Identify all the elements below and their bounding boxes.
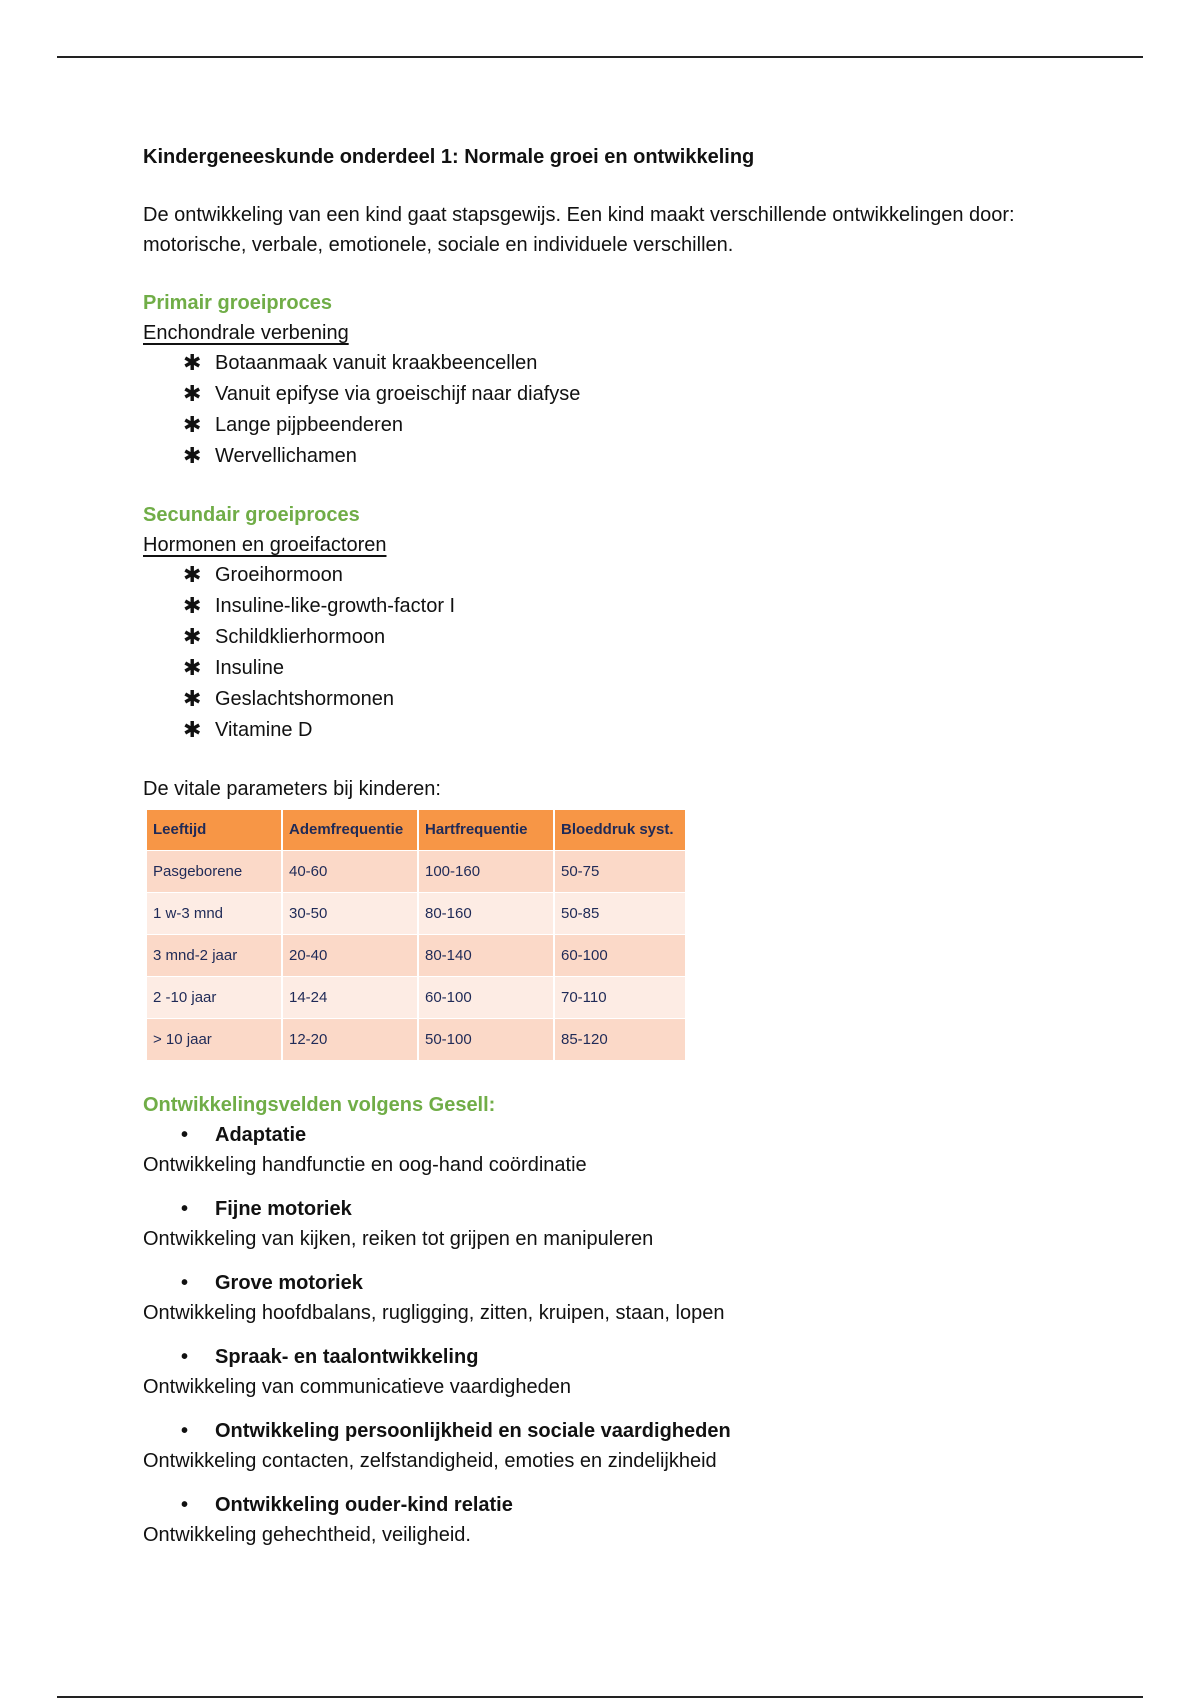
gesell-field: [143, 1194, 1063, 1254]
table-row: [147, 977, 685, 1019]
primair-subheading: Enchondrale verbening: [143, 322, 349, 344]
table-header-row: [147, 810, 685, 851]
document-title: Kindergeneeskunde onderdeel 1: Normale groei en ontwikkeling: [143, 146, 755, 168]
gesell-heading: Ontwikkelingsvelden volgens Gesell:: [143, 1094, 496, 1116]
secundair-subheading: Hormonen en groeifactoren: [143, 534, 387, 556]
section-secundair: [143, 500, 1063, 746]
table-cell: 80-140: [418, 935, 554, 977]
table-cell: 2 -10 jaar: [147, 977, 282, 1019]
field-description: Ontwikkeling handfunctie en oog-hand coördinatie: [143, 1154, 587, 1176]
table-cell: 80-160: [418, 893, 554, 935]
field-title: Ontwikkeling persoonlijkheid en sociale vaardigheden: [215, 1420, 731, 1442]
intro-paragraph: De ontwikkeling van een kind gaat stapsgewijs. Een kind maakt verschillende ontwikkelingen door: motorische, verbale, emotionele, sociale en individuele verschillen.: [143, 204, 1015, 256]
section-primair: [143, 288, 1063, 472]
table-row: [147, 935, 685, 977]
column-header: Bloeddruk syst.: [554, 810, 685, 851]
document-body: [143, 142, 1063, 1564]
table-cell: 3 mnd-2 jaar: [147, 935, 282, 977]
table-cell: 30-50: [282, 893, 418, 935]
bottom-rule: [57, 1696, 1143, 1698]
list-item: ✱ Groeihormoon: [183, 560, 1063, 591]
asterisk-bullet-icon: ✱: [183, 350, 202, 375]
table-cell: 60-100: [554, 935, 685, 977]
list-item: ✱ Schildklierhormoon: [183, 622, 1063, 653]
bullet-icon: •: [181, 1346, 189, 1368]
table-cell: 100-160: [418, 851, 554, 893]
gesell-field: [143, 1416, 1063, 1476]
table-cell: 50-75: [554, 851, 685, 893]
field-title: Adaptatie: [215, 1124, 307, 1146]
field-description: Ontwikkeling van communicatieve vaardigheden: [143, 1376, 572, 1398]
asterisk-bullet-icon: ✱: [183, 443, 202, 468]
list-item: ✱ Geslachtshormonen: [183, 684, 1063, 715]
secundair-heading: Secundair groeiproces: [143, 504, 360, 526]
table-cell: > 10 jaar: [147, 1019, 282, 1061]
table-cell: 60-100: [418, 977, 554, 1019]
field-description: Ontwikkeling van kijken, reiken tot grijpen en manipuleren: [143, 1228, 654, 1250]
table-cell: Pasgeborene: [147, 851, 282, 893]
asterisk-bullet-icon: ✱: [183, 412, 202, 437]
field-title: Spraak- en taalontwikkeling: [215, 1346, 479, 1368]
asterisk-bullet-icon: ✱: [183, 717, 202, 742]
gesell-field: [143, 1342, 1063, 1402]
field-description: Ontwikkeling gehechtheid, veiligheid.: [143, 1524, 471, 1546]
field-title: Fijne motoriek: [215, 1198, 352, 1220]
vitals-label: De vitale parameters bij kinderen:: [143, 778, 441, 800]
table-cell: 1 w-3 mnd: [147, 893, 282, 935]
list-item: ✱ Vitamine D: [183, 715, 1063, 746]
asterisk-bullet-icon: ✱: [183, 655, 202, 680]
list-item: ✱ Insuline: [183, 653, 1063, 684]
table-row: [147, 851, 685, 893]
asterisk-bullet-icon: ✱: [183, 593, 202, 618]
primair-heading: Primair groeiproces: [143, 292, 332, 314]
asterisk-bullet-icon: ✱: [183, 686, 202, 711]
field-title: Ontwikkeling ouder-kind relatie: [215, 1494, 513, 1516]
table-row: [147, 1019, 685, 1061]
vitals-table: [147, 810, 685, 1060]
table-cell: 85-120: [554, 1019, 685, 1061]
table-cell: 12-20: [282, 1019, 418, 1061]
column-header: Leeftijd: [147, 810, 282, 851]
primair-list: [143, 348, 1063, 472]
bullet-icon: •: [181, 1494, 189, 1516]
table-cell: 40-60: [282, 851, 418, 893]
field-title: Grove motoriek: [215, 1272, 363, 1294]
list-item: ✱ Wervellichamen: [183, 441, 1063, 472]
gesell-field: [143, 1490, 1063, 1550]
section-gesell: [143, 1090, 1063, 1550]
gesell-field: [143, 1120, 1063, 1180]
asterisk-bullet-icon: ✱: [183, 381, 202, 406]
table-cell: 50-100: [418, 1019, 554, 1061]
top-rule: [57, 56, 1143, 58]
bullet-icon: •: [181, 1420, 189, 1442]
table-row: [147, 893, 685, 935]
bullet-icon: •: [181, 1272, 189, 1294]
column-header: Hartfrequentie: [418, 810, 554, 851]
asterisk-bullet-icon: ✱: [183, 562, 202, 587]
list-item: ✱ Vanuit epifyse via groeischijf naar diafyse: [183, 379, 1063, 410]
list-item: ✱ Botaanmaak vanuit kraakbeencellen: [183, 348, 1063, 379]
field-description: Ontwikkeling hoofdbalans, rugligging, zitten, kruipen, staan, lopen: [143, 1302, 725, 1324]
section-vitals: [143, 774, 1063, 1060]
gesell-field: [143, 1268, 1063, 1328]
bullet-icon: •: [181, 1198, 189, 1220]
secundair-list: [143, 560, 1063, 746]
table-cell: 20-40: [282, 935, 418, 977]
table-cell: 50-85: [554, 893, 685, 935]
bullet-icon: •: [181, 1124, 189, 1146]
field-description: Ontwikkeling contacten, zelfstandigheid, emoties en zindelijkheid: [143, 1450, 717, 1472]
list-item: ✱ Insuline-like-growth-factor I: [183, 591, 1063, 622]
list-item: ✱ Lange pijpbeenderen: [183, 410, 1063, 441]
table-cell: 70-110: [554, 977, 685, 1019]
table-cell: 14-24: [282, 977, 418, 1019]
column-header: Ademfrequentie: [282, 810, 418, 851]
asterisk-bullet-icon: ✱: [183, 624, 202, 649]
